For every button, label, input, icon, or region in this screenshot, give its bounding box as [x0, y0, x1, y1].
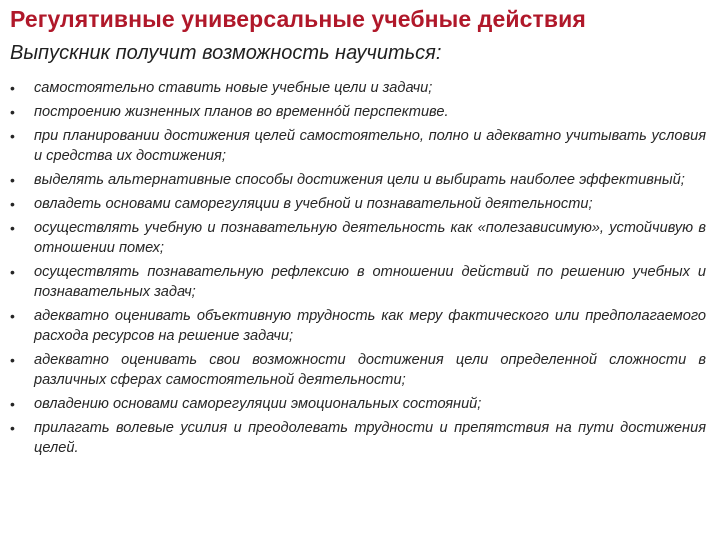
list-item	[0, 170, 720, 190]
list-item	[0, 350, 720, 390]
list-item	[0, 102, 720, 122]
list-item-text: при планировании достижения целей самостоятельно, полно и адекватно учитывать условия и средства их достижения;	[34, 128, 706, 164]
bullet-icon: •	[10, 196, 15, 212]
bullet-icon: •	[10, 172, 15, 188]
list-item-text: овладению основами саморегуляции эмоциональных состояний;	[34, 396, 482, 412]
list-item-text: осуществлять учебную и познавательную деятельность как «полезависимую», устойчивую в отношении помех;	[34, 220, 706, 256]
slide-subtitle: Выпускник получит возможность научиться:	[10, 42, 442, 64]
bullet-icon: •	[10, 396, 15, 412]
bullet-icon: •	[10, 264, 15, 280]
list-item	[0, 306, 720, 346]
bullet-icon: •	[10, 308, 15, 324]
list-item-text: выделять альтернативные способы достижения цели и выбирать наиболее эффективный;	[34, 172, 685, 188]
list-item	[0, 218, 720, 258]
list-item	[0, 418, 720, 458]
bullet-icon: •	[10, 220, 15, 236]
list-item-text: самостоятельно ставить новые учебные цели и задачи;	[34, 80, 433, 96]
list-item-text: овладеть основами саморегуляции в учебной и познавательной деятельности;	[34, 196, 593, 212]
list-item	[0, 262, 720, 302]
list-item	[0, 126, 720, 166]
slide-title: Регулятивные универсальные учебные действия	[10, 6, 586, 32]
list-item-text: построению жизненных планов во временнóй перспективе.	[34, 104, 449, 120]
list-item-text: осуществлять познавательную рефлексию в отношении действий по решению учебных и познавательных задач;	[34, 264, 706, 300]
list-item	[0, 394, 720, 414]
bullet-icon: •	[10, 104, 15, 120]
list-item	[0, 78, 720, 98]
list-item-text: адекватно оценивать свои возможности достижения цели определенной сложности в различных сферах самостоятельной деятельности;	[34, 352, 706, 388]
list-item-text: адекватно оценивать объективную трудность как меру фактического или предполагаемого расхода ресурсов на решение задачи;	[34, 308, 706, 344]
bullet-icon: •	[10, 352, 15, 368]
bullet-icon: •	[10, 420, 15, 436]
bullet-icon: •	[10, 80, 15, 96]
bullet-list	[0, 78, 720, 462]
list-item	[0, 194, 720, 214]
list-item-text: прилагать волевые усилия и преодолевать трудности и препятствия на пути достижения целей.	[34, 420, 706, 456]
bullet-icon: •	[10, 128, 15, 144]
